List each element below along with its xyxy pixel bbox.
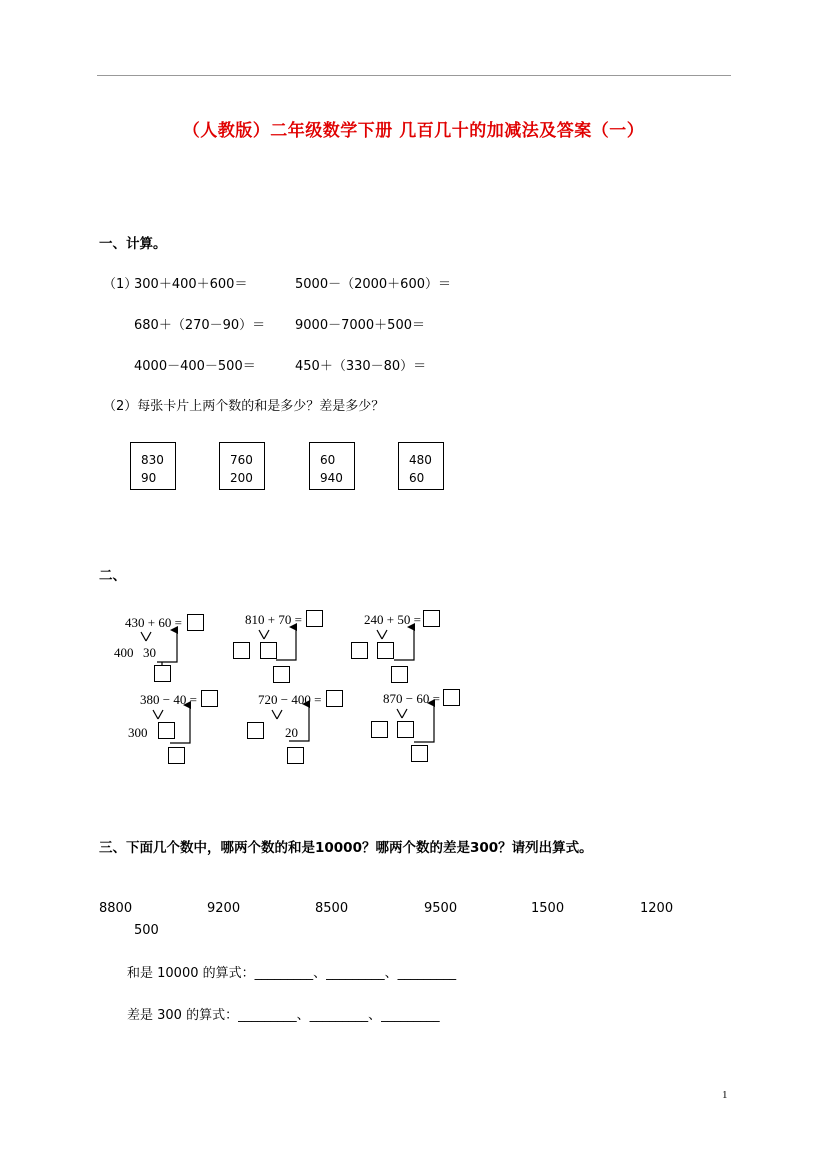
candidate-number: 1200 xyxy=(640,901,674,916)
card-bottom-number: 200 xyxy=(230,471,253,485)
expression-1: 300＋400＋600＝ xyxy=(134,277,248,292)
answer-box[interactable] xyxy=(371,721,388,738)
page-title: （人教版）二年级数学下册 几百几十的加减法及答案（一） xyxy=(182,121,645,141)
diagram-equation: 240 + 50 = xyxy=(364,612,421,627)
candidate-number: 8800 xyxy=(99,901,133,916)
expression-5: 4000－400－500＝ xyxy=(134,359,256,374)
diagram-equation: 380 − 40 = xyxy=(140,692,197,707)
expression-6: 450＋（330－80）＝ xyxy=(295,359,427,374)
card-top-number: 830 xyxy=(141,453,164,467)
card-top-number: 60 xyxy=(320,453,336,467)
part1-label: （1） xyxy=(103,277,138,292)
expression-3: 680＋（270－90）＝ xyxy=(134,318,266,333)
answer-box[interactable] xyxy=(397,721,414,738)
answer-box[interactable] xyxy=(391,666,408,683)
candidate-number: 8500 xyxy=(315,901,349,916)
diagram-right-part: 20 xyxy=(285,725,298,740)
answer-box[interactable] xyxy=(351,642,368,659)
expression-4: 9000－7000＋500＝ xyxy=(295,318,425,333)
card-bottom-number: 940 xyxy=(320,471,343,485)
answer-box[interactable] xyxy=(154,665,171,682)
answer-box[interactable] xyxy=(273,666,290,683)
card-top-number: 760 xyxy=(230,453,253,467)
candidate-number: 500 xyxy=(134,923,159,938)
candidate-number: 9500 xyxy=(424,901,458,916)
candidate-number: 9200 xyxy=(207,901,241,916)
answer-box[interactable] xyxy=(377,642,394,659)
card-top-number: 480 xyxy=(409,453,432,467)
diagram-equation: 430 + 60 = xyxy=(125,615,182,630)
card-bottom-number: 90 xyxy=(141,471,157,485)
answer-box[interactable] xyxy=(158,722,175,739)
answer-box[interactable] xyxy=(287,747,304,764)
answer-box[interactable] xyxy=(247,722,264,739)
diagram-equation: 810 + 70 = xyxy=(245,612,302,627)
answer-box[interactable] xyxy=(443,689,460,706)
answer-box[interactable] xyxy=(260,642,277,659)
answer-box[interactable] xyxy=(187,614,204,631)
page-number: 1 xyxy=(722,1089,728,1101)
answer-box[interactable] xyxy=(326,690,343,707)
sum-answer-line[interactable]: 和是 10000 的算式：_________、_________、_________ xyxy=(127,966,457,981)
section2-heading: 二、 xyxy=(99,568,126,584)
section3-heading: 三、下面几个数中，哪两个数的和是10000？哪两个数的差是300？请列出算式。 xyxy=(99,840,593,856)
diagram-right-part: 30 xyxy=(143,645,156,660)
answer-box[interactable] xyxy=(306,610,323,627)
difference-answer-line[interactable]: 差是 300 的算式：_________、_________、_________ xyxy=(127,1008,440,1023)
expression-2: 5000－（2000＋600）＝ xyxy=(295,277,451,292)
card-bottom-number: 60 xyxy=(409,471,425,485)
candidate-number: 1500 xyxy=(531,901,565,916)
part2-question: （2）每张卡片上两个数的和是多少？差是多少？ xyxy=(103,399,385,414)
diagram-equation: 870 − 60 = xyxy=(383,691,440,706)
answer-box[interactable] xyxy=(201,690,218,707)
diagram-equation: 720 − 400 = xyxy=(258,692,322,707)
answer-box[interactable] xyxy=(411,745,428,762)
answer-box[interactable] xyxy=(233,642,250,659)
diagram-left-part: 300 xyxy=(128,725,148,740)
answer-box[interactable] xyxy=(168,747,185,764)
answer-box[interactable] xyxy=(423,610,440,627)
diagram-left-part: 400 xyxy=(114,645,134,660)
section1-heading: 一、计算。 xyxy=(99,236,167,252)
